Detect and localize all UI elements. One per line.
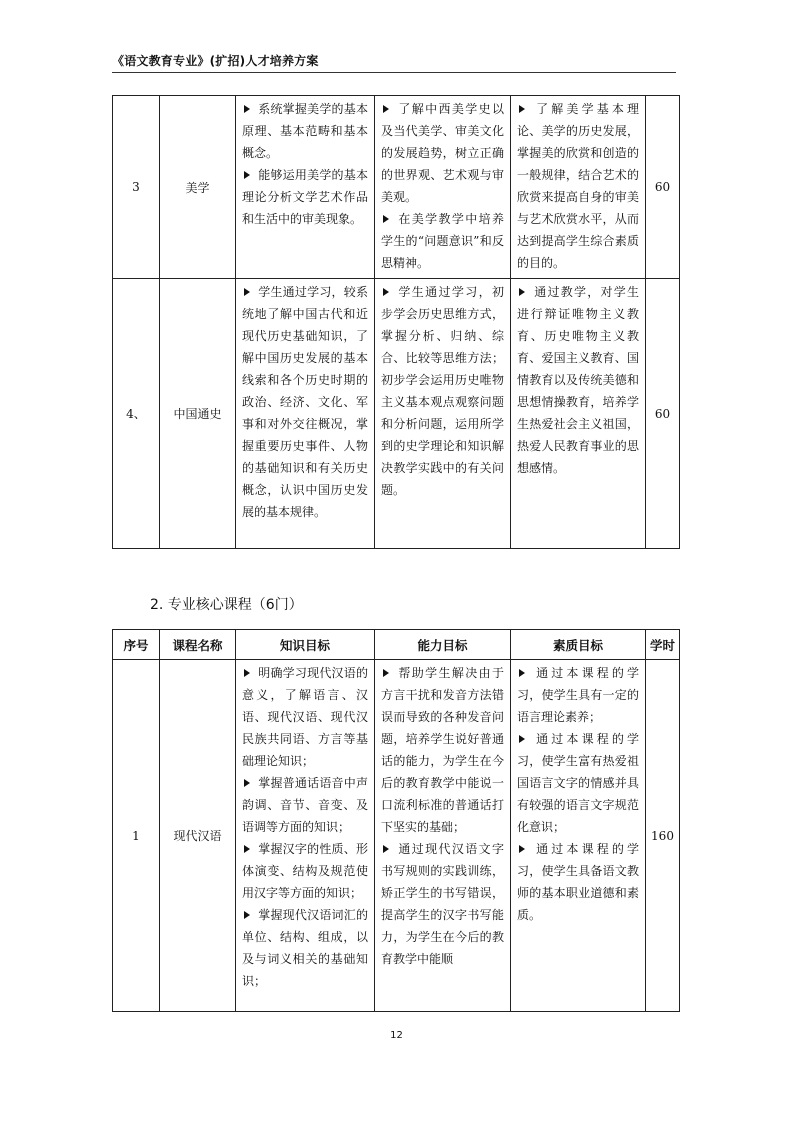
triangle-bullet-icon bbox=[244, 105, 250, 113]
triangle-bullet-icon bbox=[244, 669, 250, 677]
list-item: 通过本课程的学习，使学生具备语文教师的基本职业道德和素质。 bbox=[517, 842, 639, 922]
hours-cell: 160 bbox=[646, 660, 680, 1012]
document-header-title: 《语文教育专业》(扩招)人才培养方案 bbox=[112, 54, 319, 68]
triangle-bullet-icon bbox=[244, 911, 250, 919]
triangle-bullet-icon bbox=[383, 669, 389, 677]
column-header-hours: 学时 bbox=[646, 630, 680, 660]
triangle-bullet-icon bbox=[244, 845, 250, 853]
ability-goal-cell bbox=[375, 96, 511, 279]
triangle-bullet-icon bbox=[519, 288, 525, 296]
list-item: 学生通过学习，较系统地了解中国古代和近现代历史基础知识，了解中国历史发展的基本线索和各个历史时期的政治、经济、文化、军事和对外交往概况，掌握重要历史事件、人物的基础知识和有关历史概念，认识中国历史发展的基本规律。 bbox=[242, 285, 368, 519]
quality-goal-cell bbox=[511, 279, 646, 549]
triangle-bullet-icon bbox=[519, 845, 525, 853]
table-header-row bbox=[113, 630, 680, 660]
knowledge-goal-cell bbox=[236, 279, 375, 549]
quality-goal-cell bbox=[511, 660, 646, 1012]
triangle-bullet-icon bbox=[244, 288, 250, 296]
list-item: 在美学教学中培养学生的“问题意识”和反思精神。 bbox=[381, 212, 504, 270]
row-number: 3 bbox=[113, 96, 160, 279]
list-item: 能够运用美学的基本理论分析文学艺术作品和生活中的审美现象。 bbox=[242, 168, 368, 226]
column-header-number: 序号 bbox=[113, 630, 160, 660]
column-header-knowledge-goal: 知识目标 bbox=[236, 630, 375, 660]
hours-cell: 60 bbox=[646, 279, 680, 549]
list-item: 帮助学生解决由于方言干扰和发音方法错误而导致的各种发音问题，培养学生说好普通话的能力，为学生在今后的教育教学中能说一口流利标准的普通话打下坚实的基础； bbox=[381, 666, 504, 834]
table-row bbox=[113, 660, 680, 1012]
core-courses-table bbox=[112, 629, 680, 1012]
list-item: 了解中西美学史以及当代美学、审美文化的发展趋势，树立正确的世界观、艺术观与审美观。 bbox=[381, 102, 504, 204]
knowledge-goal-cell bbox=[236, 660, 375, 1012]
table-row bbox=[113, 96, 680, 279]
list-item: 通过教学，对学生进行辩证唯物主义教育、历史唯物主义教育、爱国主义教育、国情教育以及传统美德和思想情操教育，培养学生热爱社会主义祖国，热爱人民教育事业的思想感情。 bbox=[517, 285, 639, 475]
list-item: 学生通过学习，初步学会历史思维方式，掌握分析、归纳、综合、比较等思维方法；初步学会运用历史唯物主义基本观点观察问题和分析问题，运用所学到的史学理论和知识解决教学实践中的有关问题。 bbox=[381, 285, 504, 497]
page-number: 12 bbox=[390, 1030, 403, 1041]
list-item: 了解美学基本理论、美学的历史发展，掌握美的欣赏和创造的一般规律，结合艺术的欣赏来提高自身的审美与艺术欣赏水平，从而达到提高学生综合素质的目的。 bbox=[517, 102, 639, 270]
triangle-bullet-icon bbox=[519, 105, 525, 113]
list-item: 通过本课程的学习，使学生具有一定的语言理论素养； bbox=[517, 666, 639, 724]
section-title: 2. 专业核心课程（6门） bbox=[150, 597, 303, 613]
column-header-course-name: 课程名称 bbox=[160, 630, 236, 660]
triangle-bullet-icon bbox=[383, 215, 389, 223]
general-courses-table bbox=[112, 95, 680, 549]
list-item: 掌握现代汉语词汇的单位、结构、组成，以及与词义相关的基础知识； bbox=[242, 908, 368, 988]
column-header-ability-goal: 能力目标 bbox=[375, 630, 511, 660]
ability-goal-cell bbox=[375, 279, 511, 549]
list-item: 掌握汉字的性质、形体演变、结构及规范使用汉字等方面的知识； bbox=[242, 842, 368, 900]
triangle-bullet-icon bbox=[519, 669, 525, 677]
list-item: 通过现代汉语文字书写规则的实践训练，矫正学生的书写错误，提高学生的汉字书写能力，为学生在今后的教育教学中能顺 bbox=[381, 842, 504, 966]
knowledge-goal-cell bbox=[236, 96, 375, 279]
list-item: 掌握普通话语音中声韵调、音节、音变、及语调等方面的知识； bbox=[242, 776, 368, 834]
triangle-bullet-icon bbox=[383, 288, 389, 296]
course-name: 中国通史 bbox=[160, 279, 236, 549]
column-header-quality-goal: 素质目标 bbox=[511, 630, 646, 660]
list-item: 明确学习现代汉语的意义，了解语言、汉语、现代汉语、现代汉民族共同语、方言等基础理论知识； bbox=[242, 666, 368, 768]
header-divider bbox=[112, 72, 676, 73]
list-item: 系统掌握美学的基本原理、基本范畴和基本概念。 bbox=[242, 102, 368, 160]
quality-goal-cell bbox=[511, 96, 646, 279]
table-row bbox=[113, 279, 680, 549]
ability-goal-cell bbox=[375, 660, 511, 1012]
triangle-bullet-icon bbox=[383, 845, 389, 853]
triangle-bullet-icon bbox=[519, 735, 525, 743]
list-item: 通过本课程的学习，使学生富有热爱祖国语言文字的情感并具有较强的语言文字规范化意识； bbox=[517, 732, 639, 834]
triangle-bullet-icon bbox=[244, 779, 250, 787]
triangle-bullet-icon bbox=[383, 105, 389, 113]
triangle-bullet-icon bbox=[244, 171, 250, 179]
row-number: 4、 bbox=[113, 279, 160, 549]
course-name: 现代汉语 bbox=[160, 660, 236, 1012]
row-number: 1 bbox=[113, 660, 160, 1012]
hours-cell: 60 bbox=[646, 96, 680, 279]
course-name: 美学 bbox=[160, 96, 236, 279]
